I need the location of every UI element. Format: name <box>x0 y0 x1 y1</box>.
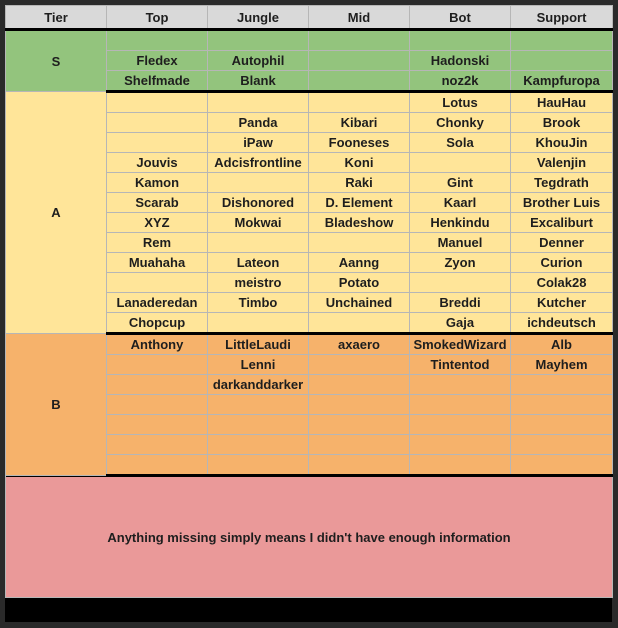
player-cell-top <box>107 455 208 476</box>
player-cell-jungle: LittleLaudi <box>208 334 309 355</box>
player-cell-bot: Breddi <box>410 293 511 313</box>
header-jungle: Jungle <box>208 6 309 30</box>
player-cell-bot: Sola <box>410 133 511 153</box>
player-cell-top: Jouvis <box>107 153 208 173</box>
player-cell-jungle <box>208 30 309 51</box>
player-cell-bot: Gint <box>410 173 511 193</box>
player-cell-support <box>511 455 613 476</box>
header-row <box>6 6 613 30</box>
player-cell-mid <box>309 375 410 395</box>
note-row <box>6 476 613 598</box>
player-cell-jungle <box>208 233 309 253</box>
player-cell-bot <box>410 273 511 293</box>
player-cell-mid: D. Element <box>309 193 410 213</box>
tier-body <box>6 30 613 476</box>
player-cell-bot <box>410 455 511 476</box>
player-cell-top: XYZ <box>107 213 208 233</box>
player-cell-bot: Chonky <box>410 113 511 133</box>
player-cell-support: Curion <box>511 253 613 273</box>
player-cell-bot <box>410 395 511 415</box>
player-cell-mid <box>309 435 410 455</box>
player-cell-support <box>511 375 613 395</box>
player-cell-bot: Manuel <box>410 233 511 253</box>
player-cell-support <box>511 395 613 415</box>
player-cell-support <box>511 435 613 455</box>
player-cell-top <box>107 355 208 375</box>
player-cell-support: Valenjin <box>511 153 613 173</box>
player-cell-bot: SmokedWizard <box>410 334 511 355</box>
player-cell-jungle <box>208 415 309 435</box>
player-cell-mid: Raki <box>309 173 410 193</box>
player-cell-mid: Kibari <box>309 113 410 133</box>
header-bot: Bot <box>410 6 511 30</box>
player-cell-support: Tegdrath <box>511 173 613 193</box>
player-cell-top <box>107 133 208 153</box>
player-cell-bot <box>410 375 511 395</box>
tier-label: B <box>6 334 107 476</box>
player-cell-jungle <box>208 173 309 193</box>
player-cell-jungle: darkanddarker <box>208 375 309 395</box>
player-cell-mid: Koni <box>309 153 410 173</box>
player-cell-top: Shelfmade <box>107 71 208 92</box>
player-cell-jungle: Panda <box>208 113 309 133</box>
player-cell-support: Denner <box>511 233 613 253</box>
player-cell-mid <box>309 415 410 435</box>
player-cell-bot: Kaarl <box>410 193 511 213</box>
player-cell-top <box>107 415 208 435</box>
player-cell-mid: Bladeshow <box>309 213 410 233</box>
player-cell-support: ichdeutsch <box>511 313 613 334</box>
tier-a-row <box>6 92 613 113</box>
player-cell-support: Excaliburt <box>511 213 613 233</box>
player-cell-top <box>107 30 208 51</box>
player-cell-jungle <box>208 395 309 415</box>
player-cell-top <box>107 435 208 455</box>
player-cell-mid <box>309 233 410 253</box>
player-cell-jungle: Lateon <box>208 253 309 273</box>
player-cell-support <box>511 51 613 71</box>
player-cell-support: KhouJin <box>511 133 613 153</box>
header-support: Support <box>511 6 613 30</box>
player-cell-jungle: Mokwai <box>208 213 309 233</box>
player-cell-top <box>107 113 208 133</box>
player-cell-support: Alb <box>511 334 613 355</box>
tier-label: A <box>6 92 107 334</box>
player-cell-bot: Lotus <box>410 92 511 113</box>
player-cell-support <box>511 415 613 435</box>
player-cell-mid <box>309 92 410 113</box>
tier-b-row <box>6 334 613 355</box>
player-cell-mid <box>309 51 410 71</box>
player-cell-support: HauHau <box>511 92 613 113</box>
player-cell-mid <box>309 355 410 375</box>
player-cell-bot <box>410 30 511 51</box>
player-cell-mid: Fooneses <box>309 133 410 153</box>
player-cell-top: Anthony <box>107 334 208 355</box>
player-cell-mid <box>309 71 410 92</box>
player-cell-jungle: iPaw <box>208 133 309 153</box>
player-cell-jungle: Timbo <box>208 293 309 313</box>
player-cell-support: Kutcher <box>511 293 613 313</box>
player-cell-jungle: meistro <box>208 273 309 293</box>
tier-list-sheet <box>5 5 612 622</box>
player-cell-jungle <box>208 455 309 476</box>
player-cell-bot <box>410 415 511 435</box>
player-cell-mid: axaero <box>309 334 410 355</box>
tier-s-row <box>6 30 613 51</box>
player-cell-top: Lanaderedan <box>107 293 208 313</box>
player-cell-top: Chopcup <box>107 313 208 334</box>
player-cell-bot: Tintentod <box>410 355 511 375</box>
player-cell-mid <box>309 313 410 334</box>
player-cell-jungle: Dishonored <box>208 193 309 213</box>
player-cell-top: Muahaha <box>107 253 208 273</box>
player-cell-jungle <box>208 313 309 334</box>
player-cell-mid: Unchained <box>309 293 410 313</box>
player-cell-top <box>107 92 208 113</box>
tier-label: S <box>6 30 107 92</box>
player-cell-bot <box>410 435 511 455</box>
player-cell-support: Brother Luis <box>511 193 613 213</box>
player-cell-top: Rem <box>107 233 208 253</box>
player-cell-support <box>511 30 613 51</box>
player-cell-top <box>107 395 208 415</box>
player-cell-jungle: Autophil <box>208 51 309 71</box>
player-cell-top <box>107 273 208 293</box>
player-cell-mid <box>309 395 410 415</box>
player-cell-support: Colak28 <box>511 273 613 293</box>
player-cell-mid <box>309 30 410 51</box>
player-cell-support: Mayhem <box>511 355 613 375</box>
missing-info-note: Anything missing simply means I didn't have enough information <box>6 476 613 598</box>
player-cell-bot: Gaja <box>410 313 511 334</box>
player-cell-top <box>107 375 208 395</box>
player-cell-bot: noz2k <box>410 71 511 92</box>
player-cell-bot <box>410 153 511 173</box>
player-cell-support: Kampfuropa <box>511 71 613 92</box>
player-cell-bot: Zyon <box>410 253 511 273</box>
player-cell-jungle <box>208 92 309 113</box>
player-cell-bot: Henkindu <box>410 213 511 233</box>
player-cell-jungle <box>208 435 309 455</box>
header-top: Top <box>107 6 208 30</box>
player-cell-mid <box>309 455 410 476</box>
player-cell-top: Scarab <box>107 193 208 213</box>
player-cell-jungle: Adcisfrontline <box>208 153 309 173</box>
player-cell-jungle: Lenni <box>208 355 309 375</box>
player-cell-bot: Hadonski <box>410 51 511 71</box>
player-cell-support: Brook <box>511 113 613 133</box>
tier-list-table <box>5 5 613 598</box>
player-cell-top: Fledex <box>107 51 208 71</box>
player-cell-top: Kamon <box>107 173 208 193</box>
header-tier: Tier <box>6 6 107 30</box>
player-cell-mid: Potato <box>309 273 410 293</box>
player-cell-mid: Aanng <box>309 253 410 273</box>
player-cell-jungle: Blank <box>208 71 309 92</box>
header-mid: Mid <box>309 6 410 30</box>
